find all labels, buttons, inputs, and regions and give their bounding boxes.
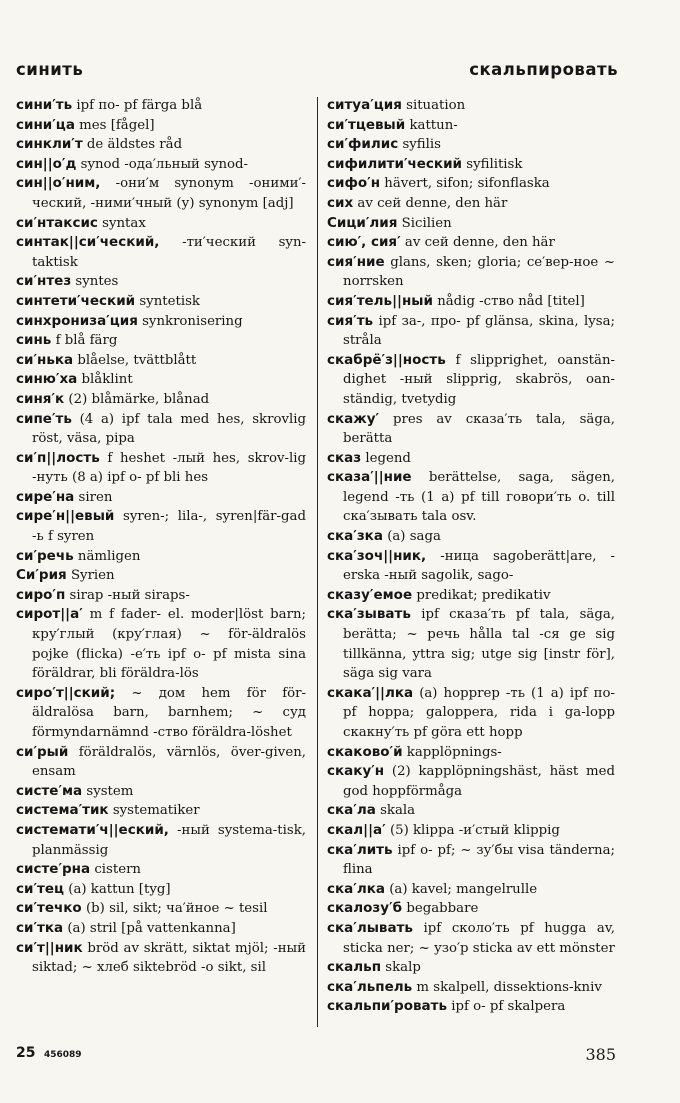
dictionary-entry [327,214,615,234]
dictionary-entry [327,527,615,547]
entry-definition: m f fader- el. moder|löst barn; кру′глый (кру′глая) ~ för-äldralös pojke (flicka) -е′ть ipf о- pf mista sina föräldrar, bli föräldra-lös [32,607,307,682]
entry-definition: begabbare [406,901,479,917]
entry-definition: siren [78,489,113,505]
entry-headword: си′филис [327,136,399,153]
page-number: 385 [585,1045,616,1064]
dictionary-entry [327,978,615,998]
entry-definition: (4 a) ipf tala med hes, skrovlig röst, väsa, pipa [32,411,306,447]
entry-definition: berättelse, saga, sägen, legend -ть (1 a) pf till говори′ть o. till ска′зывать tala osv. [343,470,616,525]
entry-definition: skala [380,803,416,819]
dictionary-entry [327,233,615,253]
dictionary-entry [16,390,306,410]
entry-headword: ска′ла [327,802,376,819]
entry-headword: сире′на [16,488,75,505]
dictionary-entry [16,566,306,586]
entry-definition: system [86,783,134,799]
entry-headword: сирот||а′ [16,606,83,623]
entry-headword: ситуа′ция [327,97,402,113]
dictionary-entry [16,214,306,234]
entry-definition: synod -ода′льный synod- [80,156,249,172]
entry-definition: ipf о- pf; ~ зу′бы visa tänderna; flina [343,842,616,878]
dictionary-entry [16,899,306,919]
dictionary-entry [327,880,615,900]
dictionary-entry [327,762,615,801]
dictionary-entry [327,997,615,1017]
entry-definition: mes [fågel] [79,117,155,133]
entry-definition: -ный systema-tisk, planmässig [32,822,306,858]
entry-definition: ipf сказа′ть pf tala, säga, berätta; ~ речь hålla tal -ся ge sig tillkänna, yttra sig; utge sig [instr för], säga sig vara [343,607,615,682]
entry-definition: f blå färg [55,333,118,349]
dictionary-entry [16,233,306,272]
entry-definition: (2) kapplöpningshäst, häst med god hoppförmåga [343,764,616,799]
entry-definition: bröd av skrätt, siktat mjöl; -ный siktad; ~ хлеб siktebröd -о sikt, sil [32,940,307,976]
entry-headword: ска′лывать [327,919,413,936]
entry-definition: syfilitisk [466,156,523,172]
entry-definition: (a) hopprep -ть (1 a) ipf по- pf hoppa; galoppera, rida i ga-lopp скакну′ть pf göra ett hopp [343,685,615,740]
entry-definition: cistern [94,862,141,878]
entry-headword: сиро′п [16,586,66,603]
dictionary-entry [327,174,615,194]
dictionary-entry [327,253,615,292]
dictionary-entry [16,782,306,802]
entry-headword: ска′лить [327,841,393,858]
dictionary-entry [16,860,306,880]
entry-definition: Syrien [70,568,115,584]
entry-definition: Sicilien [401,215,452,231]
entry-headword: сире′н||евый [16,508,115,525]
entry-headword: сию′, сия′ [327,234,401,251]
dictionary-entry [327,312,615,351]
entry-headword: скажу′ [327,410,380,427]
entry-definition: syntes [75,274,119,290]
entry-definition: nådig -ство nåd [titel] [437,293,585,309]
entry-headword: скальпи′ровать [327,998,447,1015]
entry-headword: син||о′ним, [16,175,101,192]
entry-definition: ipf за-, про- pf glänsa, skina, lysa; stråla [343,313,615,349]
dictionary-entry [16,939,306,978]
dictionary-entry [327,958,615,978]
entry-definition: ipf по- pf färga blå [76,98,203,113]
dictionary-entry [16,331,306,351]
entry-definition: sirap -ный siraps- [69,587,190,603]
entry-headword: ска′лка [327,880,385,897]
entry-headword: ска′зка [327,528,383,545]
entry-headword: сказ [327,449,362,466]
dictionary-entry [16,586,306,606]
entry-headword: си′тцевый [327,116,406,133]
dictionary-entry [327,899,615,919]
entry-definition: föräldralös, värnlös, över-given, ensam [32,744,306,780]
dictionary-entry [327,410,615,449]
dictionary-entry [327,468,615,527]
entry-headword: сих [327,194,354,211]
entry-definition: ipf сколо′ть pf hugga av, sticka ner; ~ узо′р sticka av ett mönster [343,920,615,956]
entry-headword: системати′ч||еский, [16,821,169,838]
entry-headword: синхрониза′ция [16,312,138,329]
entry-headword: си′рый [16,743,69,760]
dictionary-entry [16,488,306,508]
entry-definition: ~ дом hem för för-äldralösa barn, barnhem; ~ суд förmyndarnämnd -ство föräldra-löshet [32,685,306,740]
entry-headword: синь [16,332,52,349]
dictionary-entry [327,586,615,606]
print-code: 456089 [44,1050,82,1060]
entry-headword: си′т||ник [16,939,83,956]
entry-headword: синтети′ческий [16,292,136,309]
entry-definition: f slipprighet, oanstän-dighet -ный slipprig, skabrös, oan-ständig, tvetydig [343,352,615,407]
dictionary-entry [327,96,615,116]
entry-definition: blåklint [81,372,133,388]
dictionary-entry [16,821,306,860]
entry-definition: syntax [102,215,146,231]
entry-headword: скал||а′ [327,821,386,838]
dictionary-entry [327,351,615,410]
entry-headword: сиро′т||ский; [16,684,116,701]
entry-definition: (2) blåmärke, blånad [68,391,210,407]
entry-headword: система′тик [16,802,109,819]
entry-definition: (a) kattun [tyg] [68,881,171,897]
entry-headword: си′нтаксис [16,214,98,231]
entry-definition: glans, sken; gloria; се′вер-ное ~ norrsken [343,254,615,290]
running-head-left: синить [16,60,84,79]
entry-headword: сифо′н [327,175,381,192]
dictionary-entry [327,919,615,958]
entry-definition: blåelse, tvättblått [77,352,197,368]
dictionary-entry [327,194,615,214]
entry-headword: скалозу′б [327,900,403,917]
dictionary-entry [16,370,306,390]
entry-definition: (a) kavel; mangelrulle [389,881,538,897]
entry-definition: syntetisk [139,293,200,309]
dictionary-entry [16,272,306,292]
entry-definition: av сей denne, den här [404,235,555,251]
entry-headword: сия′ние [327,253,385,270]
entry-headword: синкли′т [16,136,83,153]
dictionary-entry [16,312,306,332]
entry-headword: систе′рна [16,861,91,878]
dictionary-entry [327,135,615,155]
left-column [16,96,306,978]
entry-headword: ска′льпель [327,978,413,995]
dictionary-entry [16,449,306,488]
entry-headword: ска′зоч||ник, [327,547,427,564]
dictionary-entry [327,116,615,136]
dictionary-entry [16,174,306,213]
dictionary-entry [16,292,306,312]
entry-definition: synkronisering [142,313,243,329]
entry-headword: Си′рия [16,567,67,584]
entry-headword: син||о′д [16,155,77,172]
dictionary-entry [16,351,306,371]
entry-definition: ipf о- pf skalpera [451,999,566,1015]
dictionary-entry [16,547,306,567]
entry-definition: (b) sil, sikt; ча′йное ~ tesil [85,901,268,917]
entry-definition: predikat; predikativ [416,587,551,603]
entry-headword: синя′к [16,390,65,407]
entry-headword: Сици′лия [327,214,398,231]
entry-definition: hävert, sifon; sifonflaska [384,176,550,192]
dictionary-entry [327,605,615,683]
entry-headword: скальп [327,959,382,976]
entry-headword: си′п||лость [16,449,100,466]
dictionary-entry [16,801,306,821]
dictionary-entry [16,116,306,136]
entry-definition: f heshet -лый hes, skrov-lig -нуть (8 a) ipf о- pf bli hes [32,450,306,486]
dictionary-entry [327,449,615,469]
entry-definition: (a) stril [på vattenkanna] [67,920,236,936]
entry-headword: сказа′||ние [327,469,412,486]
dictionary-entry [16,96,306,116]
entry-definition: -ница sagoberätt|are, -erska -ный sagolik, sago- [343,548,616,584]
entry-definition: skalp [385,960,421,976]
entry-definition: (5) klippa -и′стый klippig [389,822,560,838]
entry-definition: nämligen [77,548,141,564]
entry-headword: сказу′емое [327,586,413,603]
entry-definition: situation [406,98,466,113]
entry-headword: синтак||си′ческий, [16,234,160,251]
running-head-right: скальпировать [469,60,618,79]
dictionary-entry [327,743,615,763]
right-column [327,96,615,1017]
entry-definition: legend [365,450,411,466]
entry-headword: скабрё′з||ность [327,351,446,368]
entry-definition: av сей denne, den här [357,195,508,211]
dictionary-entry [327,684,615,743]
entry-headword: сини′ть [16,97,73,113]
dictionary-entry [327,801,615,821]
dictionary-entry [16,743,306,782]
entry-definition: pres av сказа′ть tala, säga, berätta [343,411,615,447]
entry-headword: си′речь [16,547,74,564]
dictionary-entry [327,841,615,880]
dictionary-entry [16,507,306,546]
entry-headword: сифилити′ческий [327,155,463,172]
dictionary-entry [327,155,615,175]
entry-headword: си′тец [16,880,65,897]
entry-headword: си′течко [16,900,82,917]
entry-definition: -ти′ческий syn-taktisk [32,235,306,270]
entry-headword: си′тка [16,919,64,936]
dictionary-entry [327,821,615,841]
dictionary-entry [16,605,306,683]
column-divider [317,97,318,1027]
entry-definition: syfilis [402,137,442,153]
entry-headword: систе′ма [16,782,83,799]
dictionary-entry [327,547,615,586]
entry-definition: de äldstes råd [86,137,183,153]
entry-definition: -они′м synonym -оними′-ческий, -ними′чный (у) synonym [adj] [32,176,306,211]
dictionary-entry [16,919,306,939]
entry-definition: systematiker [112,803,200,819]
entry-headword: скаку′н [327,763,385,780]
entry-headword: си′нтез [16,273,72,290]
entry-headword: скака′||лка [327,684,414,701]
entry-headword: сини′ца [16,116,75,133]
dictionary-entry [16,684,306,743]
dictionary-entry [16,880,306,900]
entry-headword: сия′ть [327,312,374,329]
entry-definition: kapplöpnings- [406,744,502,760]
dictionary-entry [16,410,306,449]
dictionary-entry [16,155,306,175]
entry-definition: (a) saga [387,529,441,545]
entry-definition: kattun- [409,117,458,133]
entry-headword: ска′зывать [327,606,411,623]
entry-definition: syren-; lila-, syren|fär-gad -ь f syren [32,509,306,545]
entry-headword: сипе′ть [16,410,72,427]
entry-headword: синю′ха [16,371,78,388]
dictionary-entry [16,135,306,155]
entry-headword: си′нька [16,351,74,368]
signature-mark: 25 [16,1045,36,1061]
dictionary-entry [327,292,615,312]
entry-headword: сия′тель||ный [327,292,433,309]
entry-definition: m skalpell, dissektions-kniv [416,979,602,995]
entry-headword: скаково′й [327,743,403,760]
